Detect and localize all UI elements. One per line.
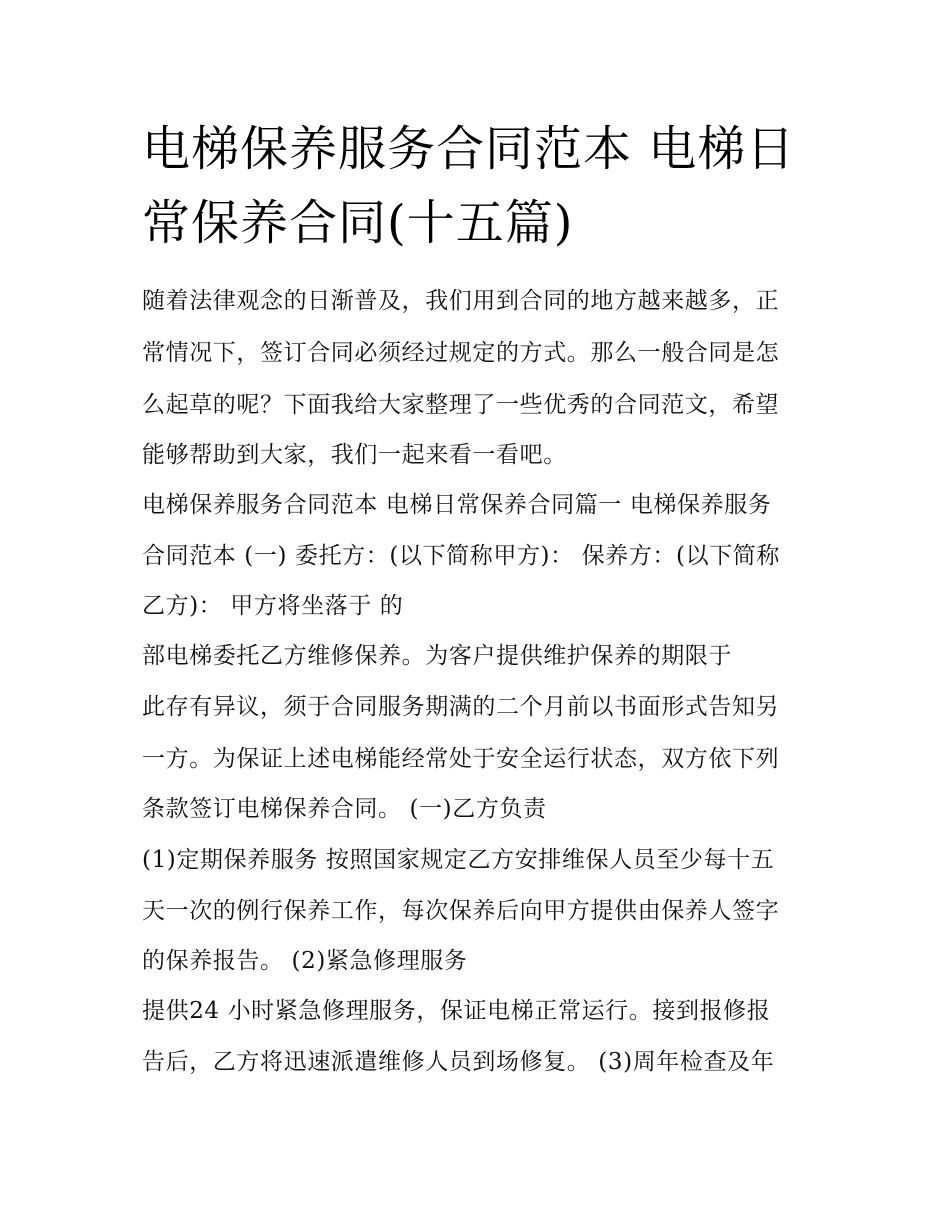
paragraph-line: 合同范本 (一) 委托方：(以下简称甲方)： 保养方：(以下简称	[142, 543, 780, 569]
paragraph-line: 此存有异议，须于合同服务期满的二个月前以书面形式告知另	[142, 694, 780, 720]
paragraph-line: 电梯保养服务合同范本 电梯日常保养合同篇一 电梯保养服务	[142, 492, 772, 518]
paragraph-line: 能够帮助到大家，我们一起来看一看吧。	[142, 442, 567, 468]
paragraph-line: 天一次的例行保养工作，每次保养后向甲方提供由保养人签字	[142, 898, 780, 924]
paragraph-line: 一方。为保证上述电梯能经常处于安全运行状态，双方依下列	[142, 746, 780, 772]
document-title: 电梯保养服务合同范本 电梯日常保养合同(十五篇)	[142, 121, 796, 251]
paragraph-line: 条款签订电梯保养合同。 (一)乙方负责	[142, 796, 547, 822]
paragraph-line: 乙方)： 甲方将坐落于 的	[142, 593, 404, 619]
paragraph-line: 常情况下，签订合同必须经过规定的方式。那么一般合同是怎	[142, 340, 780, 366]
paragraph-line: 么起草的呢？下面我给大家整理了一些优秀的合同范文，希望	[142, 392, 780, 418]
paragraph-line: 部电梯委托乙方维修保养。为客户提供维护保养的期限于	[142, 643, 732, 669]
paragraph-line: (1)定期保养服务 按照国家规定乙方安排维保人员至少每十五	[142, 847, 775, 873]
paragraph-line: 提供24 小时紧急修理服务，保证电梯正常运行。接到报修报	[142, 998, 771, 1024]
paragraph-line: 的保养报告。 (2)紧急修理服务	[142, 948, 468, 974]
paragraph-line: 告后，乙方将迅速派遣维修人员到场修复。 (3)周年检查及年	[142, 1049, 775, 1075]
paragraph-line: 随着法律观念的日渐普及，我们用到合同的地方越来越多，正	[142, 288, 780, 314]
